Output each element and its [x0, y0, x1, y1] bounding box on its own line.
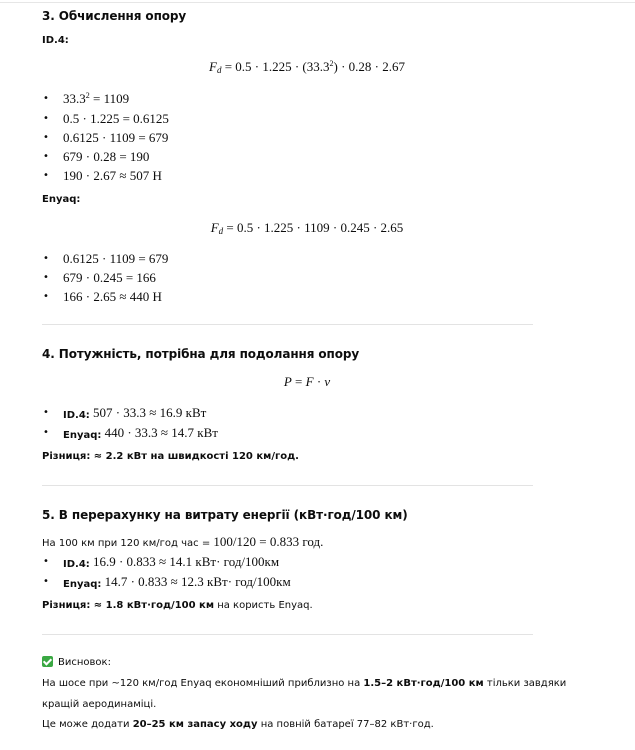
section-divider	[42, 634, 533, 635]
enyaq-label: Enyaq:	[42, 194, 81, 205]
power-formula: P = F · v	[283, 374, 331, 389]
power-difference: Різниця: ≈ 2.2 кВт на швидкості 120 км/год.	[42, 451, 299, 462]
section-5-title: 5. В перерахунку на витрату енергії (кВт·год/100 км)	[42, 508, 408, 522]
conclusion-line-3: Це може додати 20–25 км запасу ходу на повній батареї 77–82 кВт·год.	[42, 719, 434, 730]
conclusion-line-1: На шосе при ~120 км/год Enyaq економніший приблизно на 1.5–2 кВт·год/100 км тільки завдяки	[42, 678, 567, 689]
conclusion-line-2: кращій аеродинаміці.	[42, 699, 157, 710]
section-divider	[42, 324, 533, 325]
conclusion-heading: Висновок:	[42, 656, 111, 668]
id4-drag-formula: $F_d = 0.5 \cdot 1.225 \cdot (33.3^2) \cdot 0.28 \cdot 2.67$	[208, 59, 406, 75]
time-intro: На 100 км при 120 км/год час = 100/120 = 0.833 год.	[42, 534, 324, 549]
enyaq-drag-formula: $F_d = 0.5 \cdot 1.225 \cdot 1109 \cdot 0.245 \cdot 2.65$	[210, 220, 404, 236]
section-divider	[42, 485, 533, 486]
check-mark-button-icon	[42, 656, 53, 667]
energy-difference: Різниця: ≈ 1.8 кВт·год/100 км на користь Enyaq.	[42, 600, 313, 611]
top-border	[0, 2, 635, 3]
section-3-title: 3. Обчислення опору	[42, 9, 187, 23]
section-4-title: 4. Потужність, потрібна для подолання опору	[42, 347, 360, 361]
id4-label: ID.4:	[42, 35, 69, 46]
